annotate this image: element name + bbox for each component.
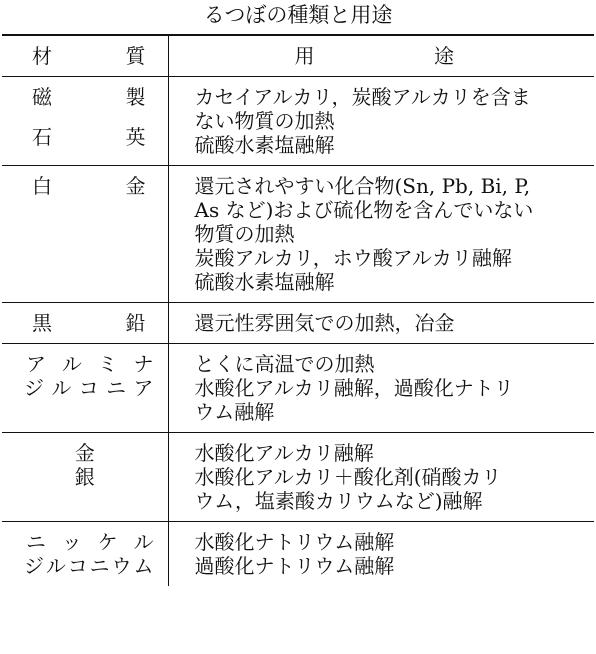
use-cell (168, 433, 594, 522)
use-line: 炭酸アルカリ，ホウ酸アルカリ融解 (194, 246, 512, 270)
use-line: As など)および硫化物を含んでいない (194, 198, 534, 222)
use-line: 水酸化アルカリ＋酸化剤(硝酸カリ (194, 465, 502, 489)
material-label: 銀 (74, 465, 95, 489)
use-line: 還元されやすい化合物(Sn, Pb, Bi, P, (194, 174, 531, 198)
header-material-char: 質 (125, 44, 146, 68)
use-line: 硫酸水素塩融解 (194, 270, 335, 294)
material-cell (2, 77, 168, 166)
material-cell (2, 166, 168, 303)
table-row (2, 344, 594, 433)
material-label: ニ ッ ケ ル (26, 530, 154, 554)
use-line: 水酸化アルカリ融解 (194, 441, 374, 465)
material-cell (2, 433, 168, 522)
use-cell (168, 77, 594, 166)
use-cell (168, 522, 594, 587)
use-line: ウム融解 (194, 400, 275, 424)
material-label: ジ ル コ ニ ウ ム (24, 554, 154, 578)
material-label: 石 英 (32, 125, 146, 149)
use-line: 水酸化アルカリ融解，過酸化ナトリ (194, 376, 514, 400)
material-label: ア ル ミ ナ (26, 352, 154, 376)
use-line: とくに高温での加熱 (194, 352, 375, 376)
material-label: 白 金 (32, 174, 146, 198)
use-line: カセイアルカリ，炭酸アルカリを含ま (194, 85, 531, 109)
material-label: ジ ル コ ニ ア (24, 376, 154, 400)
material-cell (2, 303, 168, 344)
crucible-table (2, 34, 594, 586)
material-cell (2, 522, 168, 587)
use-cell (168, 166, 594, 303)
material-label: 金 (74, 441, 95, 465)
table-title: るつぼの種類と用途 (203, 3, 393, 27)
material-cell (2, 344, 168, 433)
use-cell (168, 303, 594, 344)
header-row (2, 35, 594, 77)
header-use-char: 途 (434, 44, 454, 68)
header-use-char: 用 (294, 44, 315, 68)
use-cell (168, 344, 594, 433)
table-row (2, 522, 594, 587)
table-row (2, 433, 594, 522)
material-label: 黒 鉛 (32, 311, 146, 335)
use-line: 硫酸水素塩融解 (194, 133, 335, 157)
use-line: 過酸化ナトリウム融解 (194, 554, 395, 578)
use-line: 物質の加熱 (194, 222, 295, 246)
header-material (2, 35, 168, 77)
use-line: 水酸化ナトリウム融解 (194, 530, 395, 554)
use-line: 還元性雰囲気での加熱，冶金 (194, 311, 455, 335)
table-row (2, 77, 594, 166)
header-material-char: 材 (32, 44, 52, 68)
use-line: ウム，塩素酸カリウムなど)融解 (194, 489, 483, 513)
material-label: 磁 製 (32, 85, 146, 109)
table-row (2, 166, 594, 303)
header-use (168, 35, 594, 77)
use-line: ない物質の加熱 (194, 109, 335, 133)
table-row (2, 303, 594, 344)
